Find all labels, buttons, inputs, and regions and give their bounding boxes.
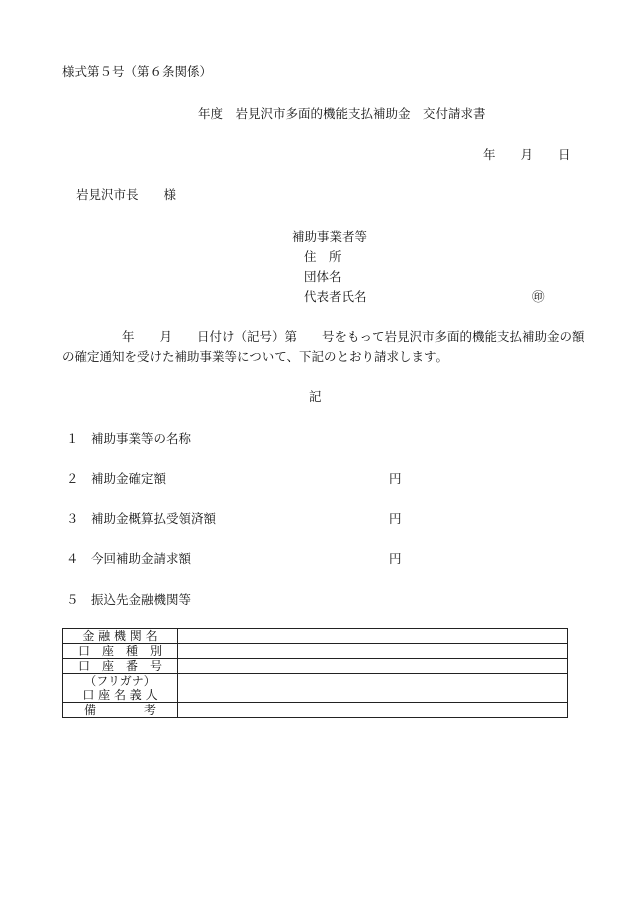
- account-type-value[interactable]: [178, 644, 568, 659]
- item-4-unit: 円: [389, 551, 402, 566]
- org-label: 団体名: [304, 269, 342, 284]
- account-number-label: 口 座 番 号: [63, 659, 178, 674]
- account-holder-value[interactable]: [178, 674, 568, 703]
- remarks-value[interactable]: [178, 703, 568, 718]
- item-3-unit: 円: [389, 511, 402, 526]
- table-row: [63, 629, 568, 644]
- item-5-label: ５ 振込先金融機関等: [66, 592, 192, 607]
- account-holder-label: 口 座 名 義 人: [82, 688, 158, 702]
- item-4-label: ４ 今回補助金請求額: [66, 551, 192, 566]
- furigana-label: （フリガナ）: [84, 674, 156, 688]
- address-label: 住 所: [304, 249, 342, 264]
- account-type-label: 口 座 種 別: [63, 644, 178, 659]
- table-row: [63, 703, 568, 718]
- item-2-unit: 円: [389, 471, 402, 486]
- body-line-2: の確定通知を受けた補助事業等について、下記のとおり請求します。: [62, 349, 449, 364]
- item-1-label: １ 補助事業等の名称: [66, 431, 192, 446]
- account-holder-label-cell: [63, 674, 178, 703]
- item-2-label: ２ 補助金確定額: [66, 471, 167, 486]
- item-3-label: ３ 補助金概算払受領済額: [66, 511, 217, 526]
- table-row: [63, 644, 568, 659]
- addressee: 岩見沢市長 様: [76, 187, 177, 202]
- seal-mark: ㊞: [532, 289, 545, 304]
- document-title: 年度 岩見沢市多面的機能支払補助金 交付請求書: [198, 106, 486, 121]
- date-line: 年 月 日: [483, 147, 571, 162]
- bank-name-value[interactable]: [178, 629, 568, 644]
- form-number: 様式第５号（第６条関係）: [62, 64, 213, 79]
- table-row: [63, 659, 568, 674]
- rep-label: 代表者氏名: [304, 289, 367, 304]
- account-number-value[interactable]: [178, 659, 568, 674]
- table-row: [63, 674, 568, 703]
- bank-table: [62, 628, 568, 718]
- applicant-heading: 補助事業者等: [292, 229, 368, 244]
- ki-heading: 記: [309, 389, 322, 404]
- bank-name-label: 金 融 機 関 名: [63, 629, 178, 644]
- body-line-1: 年 月 日付け（記号）第 号をもって岩見沢市多面的機能支払補助金の額: [122, 329, 585, 344]
- remarks-label: 備 考: [63, 703, 178, 718]
